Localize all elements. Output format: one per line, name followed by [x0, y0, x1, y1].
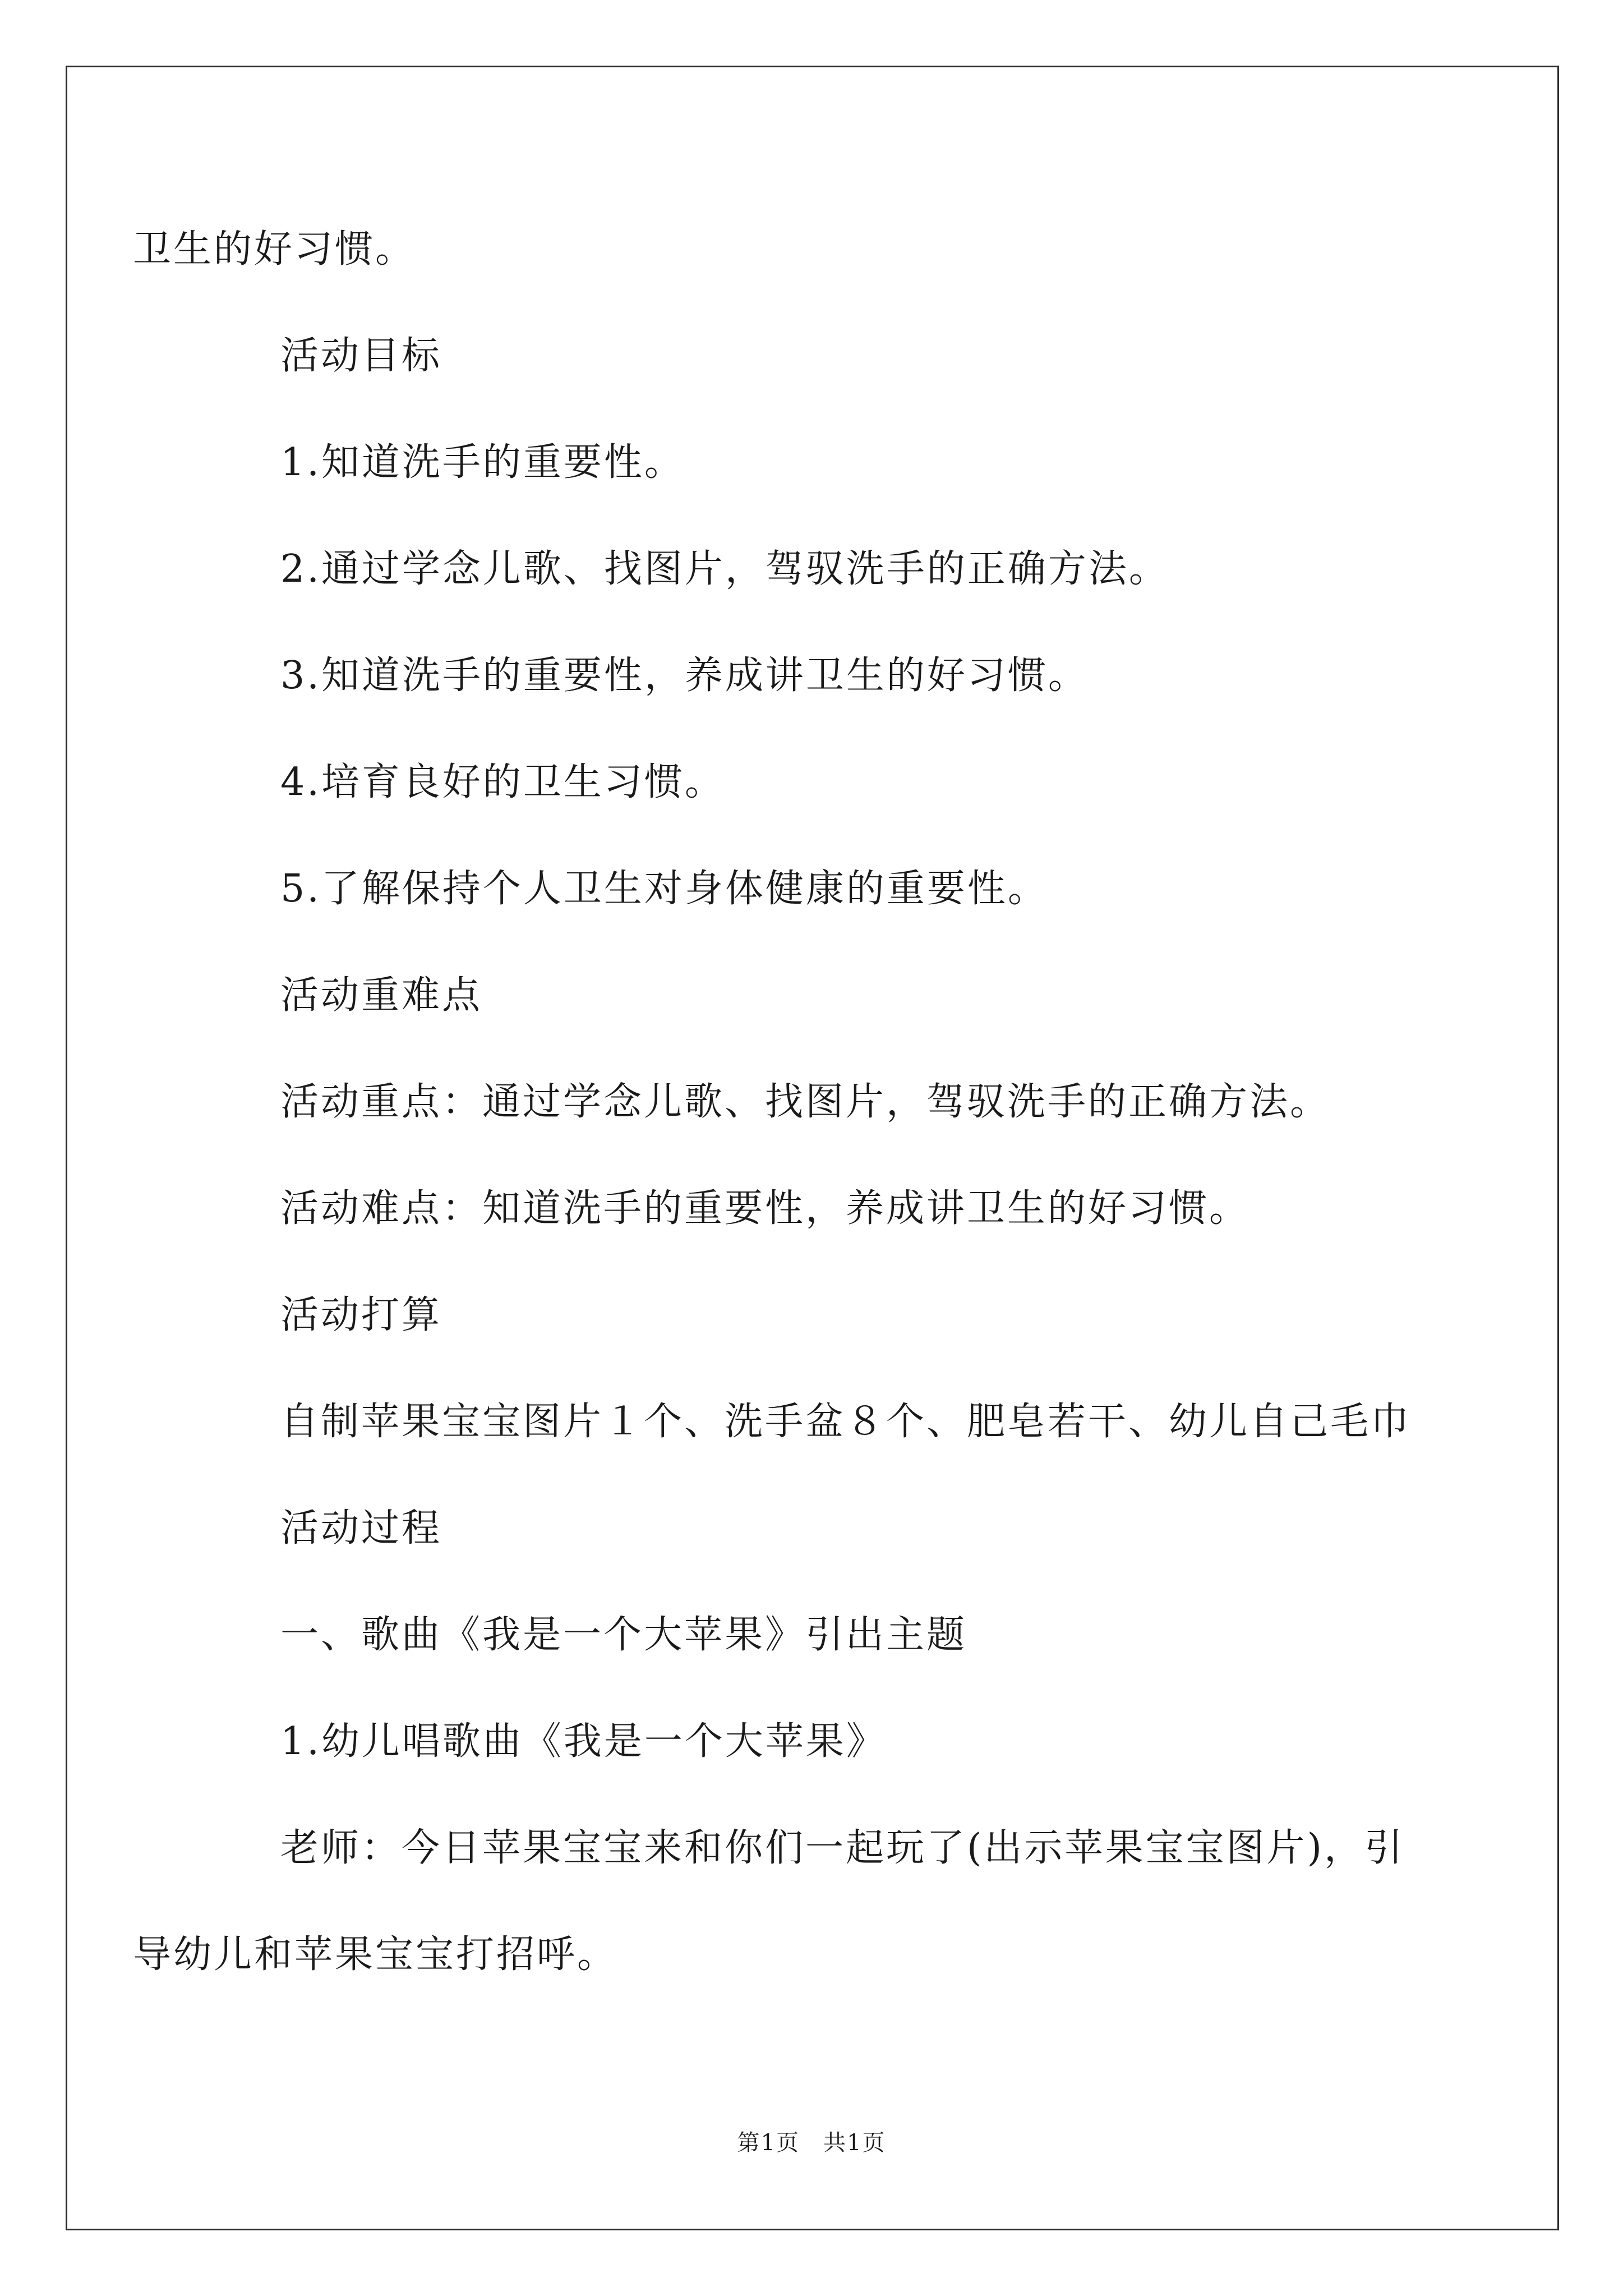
section-heading-process: 活动过程: [280, 1506, 442, 1550]
list-item: 2.通过学念儿歌、找图片，驾驭洗手的正确方法。: [280, 547, 1169, 591]
list-item: 5.了解保持个人卫生对身体健康的重要性。: [280, 867, 1048, 911]
list-item: 3.知道洗手的重要性，养成讲卫生的好习惯。: [280, 654, 1089, 698]
text-line: 活动重点：通过学念儿歌、找图片，驾驭洗手的正确方法。: [280, 1080, 1331, 1124]
section-heading-goals: 活动目标: [280, 334, 442, 378]
section-heading-preparation: 活动打算: [280, 1293, 442, 1337]
page-frame: [66, 66, 1559, 2230]
text-line: 导幼儿和苹果宝宝打招呼。: [133, 1932, 618, 1977]
list-item: 1.幼儿唱歌曲《我是一个大苹果》: [280, 1719, 887, 1764]
text-line: 老师：今日苹果宝宝来和你们一起玩了(出示苹果宝宝图片)，引: [280, 1826, 1405, 1870]
text-line: 卫生的好习惯。: [133, 227, 416, 272]
list-item: 1.知道洗手的重要性。: [280, 440, 685, 485]
text-line: 自制苹果宝宝图片１个、洗手盆８个、肥皂若干、幼儿自己毛巾: [280, 1400, 1412, 1444]
text-line: 活动难点：知道洗手的重要性，养成讲卫生的好习惯。: [280, 1186, 1250, 1231]
list-item: 4.培育良好的卫生习惯。: [280, 760, 725, 804]
page-number: 第1页 共1页: [737, 2130, 886, 2156]
section-heading-key-points: 活动重难点: [280, 973, 483, 1018]
text-line: 一、歌曲《我是一个大苹果》引出主题: [280, 1613, 967, 1657]
